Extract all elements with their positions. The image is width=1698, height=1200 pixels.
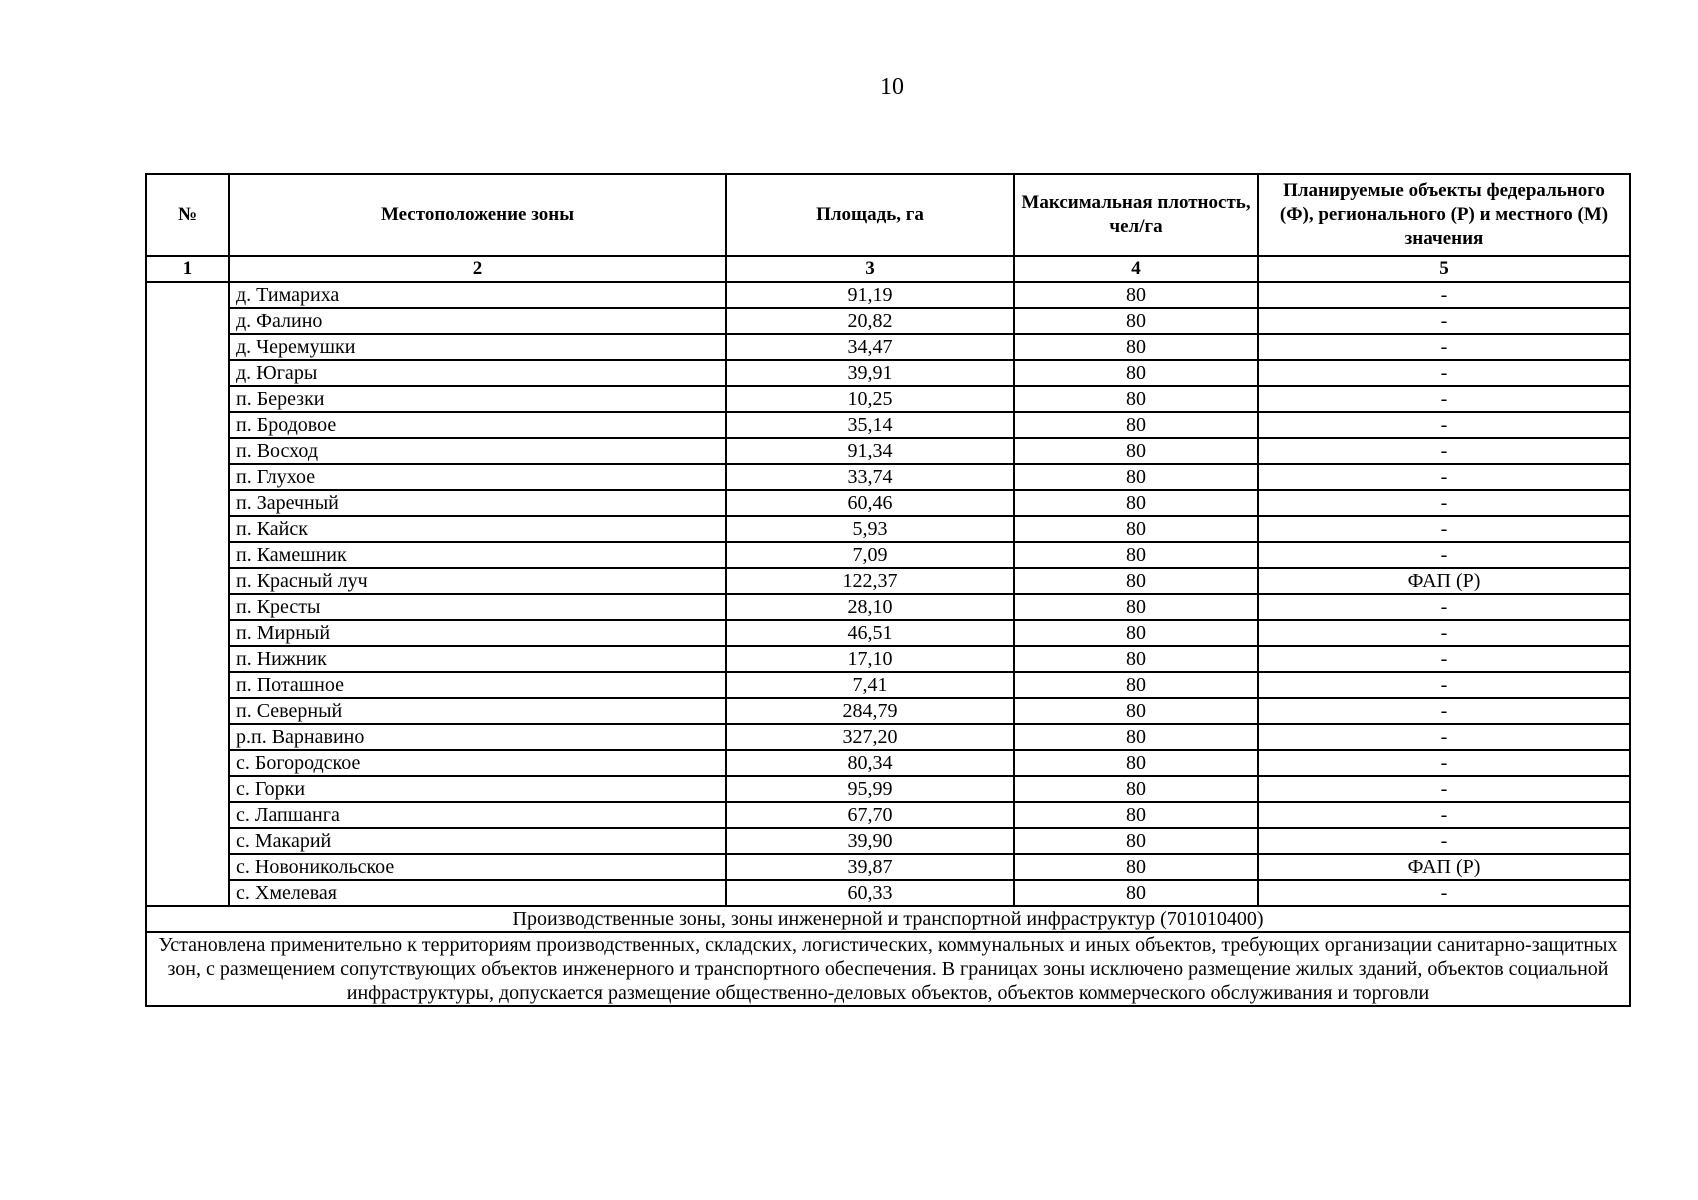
area-cell: 39,90 (726, 828, 1014, 854)
area-cell: 5,93 (726, 516, 1014, 542)
area-cell: 284,79 (726, 698, 1014, 724)
zones-table (145, 173, 1631, 1007)
column-number: 2 (229, 256, 726, 282)
location-cell: п. Северный (229, 698, 726, 724)
planned-cell: - (1258, 646, 1630, 672)
table-row (146, 516, 1630, 542)
location-cell: с. Горки (229, 776, 726, 802)
density-cell: 80 (1014, 828, 1258, 854)
area-cell: 7,41 (726, 672, 1014, 698)
planned-cell: - (1258, 880, 1630, 906)
area-cell: 46,51 (726, 620, 1014, 646)
location-cell: п. Красный луч (229, 568, 726, 594)
header-no: № (146, 174, 229, 256)
table-row (146, 464, 1630, 490)
location-cell: п. Березки (229, 386, 726, 412)
density-cell: 80 (1014, 282, 1258, 308)
location-cell: п. Кресты (229, 594, 726, 620)
location-cell: с. Хмелевая (229, 880, 726, 906)
section-description-row (146, 932, 1630, 1006)
table-row (146, 828, 1630, 854)
row-number-cell (146, 282, 229, 906)
header-area: Площадь, га (726, 174, 1014, 256)
area-cell: 20,82 (726, 308, 1014, 334)
location-cell: п. Бродовое (229, 412, 726, 438)
table-row (146, 802, 1630, 828)
table-header-row (146, 174, 1630, 256)
area-cell: 95,99 (726, 776, 1014, 802)
area-cell: 80,34 (726, 750, 1014, 776)
area-cell: 35,14 (726, 412, 1014, 438)
table-row (146, 542, 1630, 568)
location-cell: с. Макарий (229, 828, 726, 854)
header-planned: Планируемые объекты федерального (Ф), регионального (Р) и местного (М) значения (1258, 174, 1630, 256)
table-row (146, 282, 1630, 308)
density-cell: 80 (1014, 360, 1258, 386)
location-cell: п. Кайск (229, 516, 726, 542)
area-cell: 39,91 (726, 360, 1014, 386)
table-body (146, 282, 1630, 906)
table-row (146, 750, 1630, 776)
table-row (146, 724, 1630, 750)
planned-cell: - (1258, 516, 1630, 542)
table-row (146, 698, 1630, 724)
planned-cell: - (1258, 594, 1630, 620)
table-row (146, 854, 1630, 880)
density-cell: 80 (1014, 620, 1258, 646)
density-cell: 80 (1014, 880, 1258, 906)
area-cell: 39,87 (726, 854, 1014, 880)
column-number: 5 (1258, 256, 1630, 282)
table-row (146, 672, 1630, 698)
density-cell: 80 (1014, 724, 1258, 750)
area-cell: 91,34 (726, 438, 1014, 464)
location-cell: п. Нижник (229, 646, 726, 672)
planned-cell: - (1258, 438, 1630, 464)
table-row (146, 776, 1630, 802)
planned-cell: - (1258, 698, 1630, 724)
planned-cell: - (1258, 334, 1630, 360)
section-title-row (146, 906, 1630, 932)
page-number: 10 (880, 74, 904, 100)
density-cell: 80 (1014, 490, 1258, 516)
density-cell: 80 (1014, 646, 1258, 672)
density-cell: 80 (1014, 308, 1258, 334)
planned-cell: - (1258, 750, 1630, 776)
density-cell: 80 (1014, 698, 1258, 724)
area-cell: 33,74 (726, 464, 1014, 490)
table-row (146, 412, 1630, 438)
planned-cell: - (1258, 464, 1630, 490)
area-cell: 34,47 (726, 334, 1014, 360)
planned-cell: - (1258, 542, 1630, 568)
density-cell: 80 (1014, 802, 1258, 828)
planned-cell: - (1258, 308, 1630, 334)
planned-cell: ФАП (Р) (1258, 568, 1630, 594)
section-title: Производственные зоны, зоны инженерной и транспортной инфраструктур (701010400) (146, 906, 1630, 932)
planned-cell: - (1258, 672, 1630, 698)
location-cell: д. Югары (229, 360, 726, 386)
planned-cell: - (1258, 412, 1630, 438)
density-cell: 80 (1014, 672, 1258, 698)
column-numbers-row (146, 256, 1630, 282)
location-cell: п. Камешник (229, 542, 726, 568)
table-row (146, 438, 1630, 464)
table-row (146, 646, 1630, 672)
table-row (146, 880, 1630, 906)
density-cell: 80 (1014, 776, 1258, 802)
table-row (146, 620, 1630, 646)
area-cell: 67,70 (726, 802, 1014, 828)
planned-cell: - (1258, 360, 1630, 386)
location-cell: с. Новоникольское (229, 854, 726, 880)
area-cell: 7,09 (726, 542, 1014, 568)
area-cell: 91,19 (726, 282, 1014, 308)
column-number: 4 (1014, 256, 1258, 282)
area-cell: 28,10 (726, 594, 1014, 620)
density-cell: 80 (1014, 464, 1258, 490)
planned-cell: - (1258, 386, 1630, 412)
planned-cell: ФАП (Р) (1258, 854, 1630, 880)
table-row (146, 490, 1630, 516)
density-cell: 80 (1014, 334, 1258, 360)
planned-cell: - (1258, 802, 1630, 828)
density-cell: 80 (1014, 854, 1258, 880)
density-cell: 80 (1014, 750, 1258, 776)
location-cell: д. Фалино (229, 308, 726, 334)
area-cell: 327,20 (726, 724, 1014, 750)
area-cell: 122,37 (726, 568, 1014, 594)
table-row (146, 334, 1630, 360)
table-row (146, 594, 1630, 620)
density-cell: 80 (1014, 412, 1258, 438)
table-row (146, 360, 1630, 386)
table-row (146, 568, 1630, 594)
location-cell: п. Заречный (229, 490, 726, 516)
density-cell: 80 (1014, 438, 1258, 464)
table-row (146, 308, 1630, 334)
location-cell: с. Лапшанга (229, 802, 726, 828)
location-cell: п. Глухое (229, 464, 726, 490)
column-number: 1 (146, 256, 229, 282)
area-cell: 17,10 (726, 646, 1014, 672)
planned-cell: - (1258, 828, 1630, 854)
planned-cell: - (1258, 282, 1630, 308)
area-cell: 60,33 (726, 880, 1014, 906)
density-cell: 80 (1014, 594, 1258, 620)
density-cell: 80 (1014, 386, 1258, 412)
planned-cell: - (1258, 490, 1630, 516)
section-description: Установлена применительно к территориям производственных, складских, логистических, коммунальных и иных объектов, требующих организации санитарно-защитных зон, с размещением сопутствующих объектов инженерного и транспортного обеспечения. В границах зоны исключено размещение жилых зданий, объектов социальной инфраструктуры, допускается размещение общественно-деловых объектов, объектов коммерческого обслуживания и торговли (146, 932, 1630, 1006)
location-cell: п. Восход (229, 438, 726, 464)
density-cell: 80 (1014, 542, 1258, 568)
location-cell: с. Богородское (229, 750, 726, 776)
planned-cell: - (1258, 776, 1630, 802)
table-row (146, 386, 1630, 412)
location-cell: п. Поташное (229, 672, 726, 698)
location-cell: д. Тимариха (229, 282, 726, 308)
planned-cell: - (1258, 620, 1630, 646)
density-cell: 80 (1014, 568, 1258, 594)
column-number: 3 (726, 256, 1014, 282)
area-cell: 60,46 (726, 490, 1014, 516)
location-cell: д. Черемушки (229, 334, 726, 360)
area-cell: 10,25 (726, 386, 1014, 412)
header-density: Максимальная плотность, чел/га (1014, 174, 1258, 256)
planned-cell: - (1258, 724, 1630, 750)
density-cell: 80 (1014, 516, 1258, 542)
location-cell: р.п. Варнавино (229, 724, 726, 750)
header-location: Местоположение зоны (229, 174, 726, 256)
location-cell: п. Мирный (229, 620, 726, 646)
